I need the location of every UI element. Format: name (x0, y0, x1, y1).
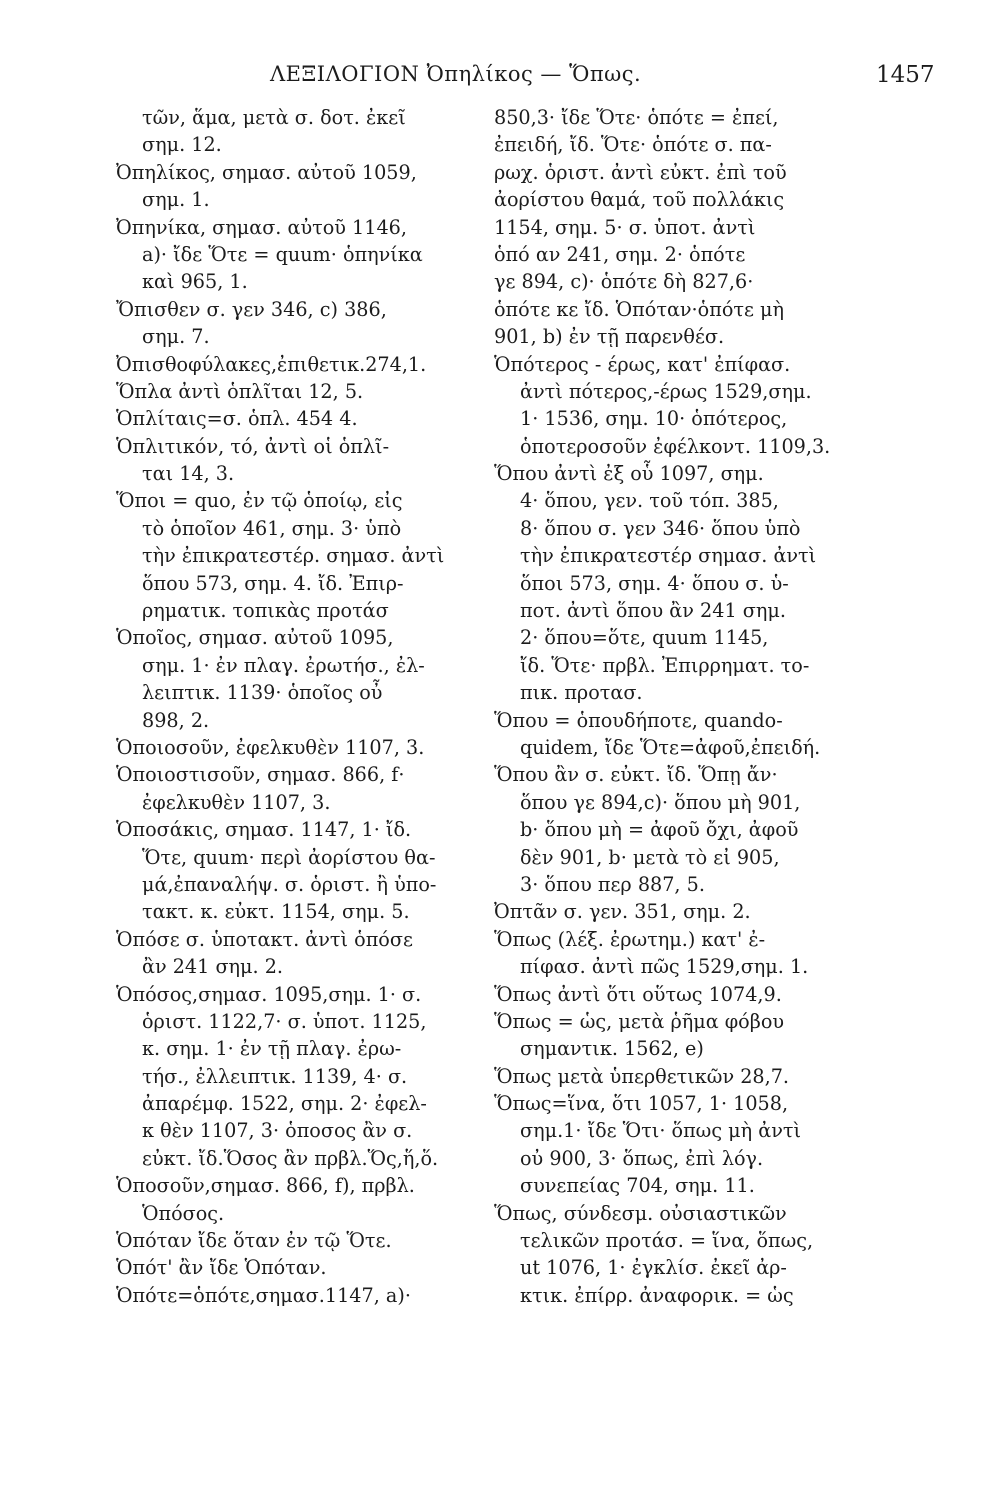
entry-line: σημ.1· ἴδε Ὅτι· ὅπως μὴ ἀντὶ (520, 1119, 801, 1143)
entry-line: ρωχ. ὁριστ. ἀντὶ εὐκτ. ἐπὶ τοῦ (494, 160, 787, 184)
entry-line: ρηματικ. τοπικὰς προτάσ (142, 599, 389, 623)
page-number: 1457 (876, 62, 935, 88)
entry-line: ὅπου γε 894,c)· ὅπου μὴ 901, (520, 790, 801, 814)
entry-line: 1154, σημ. 5· σ. ὑποτ. ἀντὶ (494, 215, 756, 239)
entry-line: πικ. προτασ. (520, 681, 643, 705)
entry-line: Ὅτε, quum· περὶ ἀορίστου θα- (142, 845, 436, 869)
running-head: ΛΕΞΙΛΟΓΙΟΝ Ὀπηλίκος — Ὅπως. (270, 62, 642, 86)
entry-line: κ. σημ. 1· ἐν τῇ πλαγ. ἐρω- (142, 1037, 402, 1061)
entry-line: ὅπου 573, σημ. 4. ἴδ. Ἐπιρ- (142, 571, 404, 595)
entry-line: ὁπό αν 241, σημ. 2· ὁπότε (494, 242, 746, 266)
right-column (494, 104, 886, 1309)
entry-line: 850,3· ἴδε Ὅτε· ὁπότε = ἐπεί, (494, 106, 779, 129)
entry-line: ἀορίστου θαμά, τοῦ πολλάκις (494, 188, 785, 212)
entry-line: Ὄπισθεν σ. γεν 346, c) 386, (116, 297, 387, 321)
entry-line: σημ. 1. (142, 188, 210, 212)
entry-line: ἀντὶ πότερος,-έρως 1529,σημ. (520, 379, 812, 403)
entry-line: ἂν 241 σημ. 2. (142, 955, 284, 979)
entry-line: Ὅπου ἀντὶ ἐξ οὗ 1097, σημ. (494, 462, 764, 486)
entry-line: ἐφελκυθὲν 1107, 3. (142, 790, 331, 814)
entry-line: Ὁπόσος,σημασ. 1095,σημ. 1· σ. (116, 982, 422, 1006)
entry-line: μά,ἐπαναλήψ. σ. ὁριστ. ἢ ὑπο- (142, 872, 437, 896)
entry-line: εὐκτ. ἴδ.Ὅσος ἂν πρβλ.Ὅς,ἥ,ὅ. (142, 1146, 439, 1170)
entry-line: τὸ ὁποῖον 461, σημ. 3· ὑπὸ (142, 516, 402, 540)
entry-line: δὲν 901, b· μετὰ τὸ εἰ 905, (520, 845, 780, 869)
entry-line: σημ. 7. (142, 325, 210, 349)
entry-line: ἴδ. Ὅτε· πρβλ. Ἐπιρρηματ. το- (520, 653, 810, 677)
entry-line: 3· ὅπου περ 887, 5. (520, 872, 705, 896)
entry-line: Ὁποσάκις, σημασ. 1147, 1· ἴδ. (116, 818, 412, 842)
entry-line: ἐπειδή, ἴδ. Ὅτε· ὁπότε σ. πα- (494, 133, 772, 157)
entry-line: σημαντικ. 1562, e) (520, 1037, 704, 1061)
entry-line: Ὁποιοστισοῦν, σημασ. 866, f· (116, 763, 405, 787)
entry-line: 898, 2. (142, 708, 210, 732)
entry-line: κτικ. ἐπίρρ. ἀναφορικ. = ὡς (520, 1283, 794, 1307)
entry-line: Ὁποῖος, σημασ. αὐτοῦ 1095, (116, 626, 394, 650)
entry-line: λειπτικ. 1139· ὁποῖος οὖ (142, 681, 383, 705)
entry-line: ται 14, 3. (142, 462, 235, 486)
entry-line: Ὀπηνίκα, σημασ. αὐτοῦ 1146, (116, 215, 407, 239)
entry-line: τὴν ἐπικρατεστέρ. σημασ. ἀντὶ (142, 544, 445, 568)
entry-line: Ὁποιοσοῦν, ἐφελκυθὲν 1107, 3. (116, 735, 425, 759)
entry-line: Ὁπόταν ἴδε ὅταν ἐν τῷ Ὅτε. (116, 1229, 392, 1253)
entry-line: Ὅπως μετὰ ὑπερθετικῶν 28,7. (494, 1064, 790, 1088)
entry-line: τελικῶν προτάσ. = ἵνα, ὅπως, (520, 1229, 814, 1253)
entry-line: 901, b) ἐν τῇ παρενθέσ. (494, 325, 725, 349)
entry-line: σημ. 12. (142, 133, 222, 157)
entry-line: quidem, ἴδε Ὅτε=ἀφοῦ,ἐπειδή. (520, 735, 821, 759)
entry-line: ποτ. ἀντὶ ὅπου ἂν 241 σημ. (520, 599, 786, 623)
entry-line: ὅποι 573, σημ. 4· ὅπου σ. ὑ- (520, 571, 789, 595)
entry-line: b· ὅπου μὴ = ἀφοῦ ὄχι, ἀφοῦ (520, 818, 799, 842)
entry-line: ὁπότε κε ἴδ. Ὁπόταν·ὁπότε μὴ (494, 297, 784, 321)
entry-line: Ὅπου ἂν σ. εὐκτ. ἴδ. Ὅπῃ ἄν· (494, 763, 778, 787)
entry-line: ut 1076, 1· ἐγκλίσ. ἐκεῖ ἀρ- (520, 1256, 787, 1280)
entry-line: τακτ. κ. εὐκτ. 1154, σημ. 5. (142, 900, 410, 924)
entry-line: 4· ὅπου, γεν. τοῦ τόπ. 385, (520, 489, 779, 513)
entry-line: Ὁπότε=ὁπότε,σημασ.1147, a)· (116, 1283, 411, 1307)
entry-line: Ὅπως = ὡς, μετὰ ῥῆμα φόβου (494, 1009, 785, 1033)
entry-line: Ὁπότ' ἂν ἴδε Ὁπόταν. (116, 1256, 327, 1280)
entry-line: τὴν ἐπικρατεστέρ σημασ. ἀντὶ (520, 544, 817, 568)
entry-line: Ὅπως ἀντὶ ὅτι οὕτως 1074,9. (494, 982, 782, 1006)
entry-line: Ὅποι = quo, ἐν τῷ ὁποίῳ, εἰς (116, 489, 403, 513)
entry-line: Ὀπηλίκος, σημασ. αὐτοῦ 1059, (116, 160, 417, 184)
entry-line: Ὅπου = ὁπουδήποτε, quando- (494, 708, 783, 732)
entry-line: ἀπαρέμφ. 1522, σημ. 2· ἐφελ- (142, 1092, 427, 1116)
entry-line: ὁποτεροσοῦν ἐφέλκοντ. 1109,3. (520, 434, 831, 458)
entry-line: Ὀπισθοφύλακες,ἐπιθετικ.274,1. (116, 352, 427, 376)
entry-line: τήσ., ἐλλειπτικ. 1139, 4· σ. (142, 1064, 408, 1088)
entry-line: 8· ὅπου σ. γεν 346· ὅπου ὑπὸ (520, 516, 801, 540)
entry-line: Ὅπως=ἵνα, ὅτι 1057, 1· 1058, (494, 1092, 789, 1116)
entry-line: οὐ 900, 3· ὅπως, ἐπὶ λόγ. (520, 1146, 764, 1170)
entry-line: κ θὲν 1107, 3· ὁποσος ἂν σ. (142, 1119, 413, 1143)
entry-line: Ὁπλίταις=σ. ὁπλ. 454 4. (116, 407, 358, 431)
entry-line: σημ. 1· ἐν πλαγ. ἐρωτήσ., ἐλ- (142, 653, 425, 677)
entry-line: πίφασ. ἀντὶ πῶς 1529,σημ. 1. (520, 955, 809, 979)
entry-line: 2· ὅπου=ὅτε, quum 1145, (520, 626, 769, 650)
entry-line: Ὅπως (λέξ. ἐρωτημ.) κατ' ἐ- (494, 927, 766, 951)
entry-line: συνεπείας 704, σημ. 11. (520, 1174, 755, 1198)
entry-line: Ὅπλα ἀντὶ ὁπλῖται 12, 5. (116, 379, 364, 403)
entry-line: Ὁπόσε σ. ὑποτακτ. ἀντὶ ὁπόσε (116, 927, 413, 951)
entry-line: γε 894, c)· ὁπότε δὴ 827,6· (494, 270, 754, 294)
entry-line: 1· 1536, σημ. 10· ὁπότερος, (520, 407, 788, 431)
left-column (116, 104, 500, 1309)
entry-line: τῶν, ἅμα, μετὰ σ. δοτ. ἐκεῖ (142, 106, 406, 129)
entry-line: Ὁπόσος. (142, 1201, 225, 1225)
entry-line: Ὀπτᾶν σ. γεν. 351, σημ. 2. (494, 900, 751, 924)
entry-line: Ὁπλιτικόν, τό, ἀντὶ οἱ ὁπλῖ- (116, 434, 390, 458)
entry-line: Ὅπως, σύνδεσμ. οὐσιαστικῶν (494, 1201, 787, 1225)
entry-line: a)· ἴδε Ὅτε = quum· ὁπηνίκα (142, 242, 423, 266)
entry-line: καὶ 965, 1. (142, 270, 248, 294)
entry-line: Ὁπότερος - έρως, κατ' ἐπίφασ. (494, 352, 791, 376)
entry-line: ὁριστ. 1122,7· σ. ὑποτ. 1125, (142, 1009, 427, 1033)
entry-line: Ὁποσοῦν,σημασ. 866, f), πρβλ. (116, 1174, 415, 1198)
